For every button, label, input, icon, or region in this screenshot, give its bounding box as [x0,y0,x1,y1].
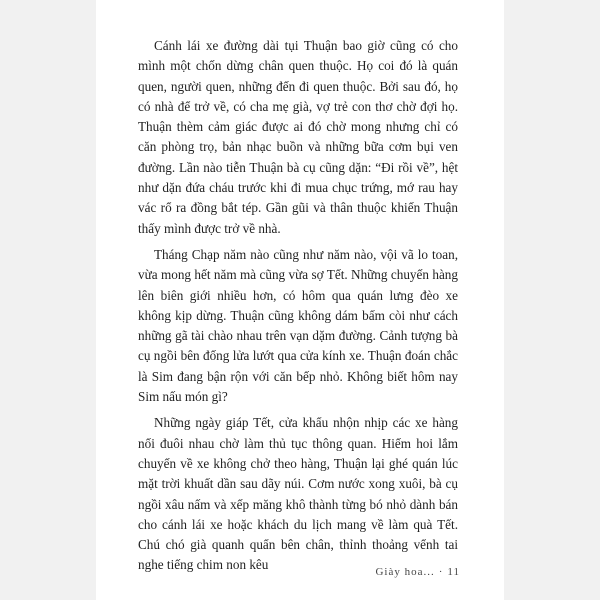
page-footer [375,566,460,578]
paragraph-3: Những ngày giáp Tết, cửa khẩu nhộn nhịp các xe hàng nối đuôi nhau chờ làm thủ tục thông quan. Hiếm hoi lắm chuyến về xe không chở theo hàng, Thuận lại ghé quán lúc mặt trời khuất dần sau dãy núi. Cơm nước xong xuôi, bà cụ ngồi xâu nấm và xếp măng khô thành từng bó nhỏ dành bán cho cánh lái xe hoặc khách du lịch mang về làm quà Tết. Chú chó già quanh quẩn bên chân, thỉnh thoảng vểnh tai nghe tiếng chim non kêu [138,415,458,573]
footer-separator: · [438,566,444,578]
page-number: 11 [447,566,460,578]
paragraph-2: Tháng Chạp năm nào cũng như năm nào, vội vã lo toan, vừa mong hết năm mà cũng vừa sợ Tết. Những chuyến hàng lên biên giới nhiều hơn, có hôm qua quán lưng đèo xe không kịp dừng. Thuận cũng không dám bấm còi như cách những gã tài chào nhau trên vạn dặm đường. Cảnh tượng bà cụ ngồi bên đống lửa lướt qua cửa kính xe. Thuận đoán chắc là Sim đang bận rộn với căn bếp nhỏ. Không biết hôm nay Sim nấu món gì? [138,246,458,405]
body-text [138,36,458,576]
paragraph-1: Cánh lái xe đường dài tụi Thuận bao giờ cũng có cho mình một chốn dừng chân quen thuộc. Họ coi đó là quán quen, người quen, những đến đi quen thuộc. Bởi sau đó, họ có nhà để trở về, có cha mẹ già, vợ trẻ con thơ chờ đợi họ. Thuận thèm cảm giác được ai đó chờ mong nhưng chỉ có căn phòng trọ, bản nhạc buồn và những bữa cơm bụi ven đường. Lần nào tiễn Thuận bà cụ cũng dặn: “Đi rồi về”, hệt như dặn đứa cháu trước khi đi mua chục trứng, mớ rau hay vác rổ ra đồng bắt tép. Gần gũi và thân thuộc khiến Thuận thấy mình được trở về nhà. [138,38,458,236]
book-page [96,0,504,600]
running-title: Giày hoa... [375,566,435,578]
